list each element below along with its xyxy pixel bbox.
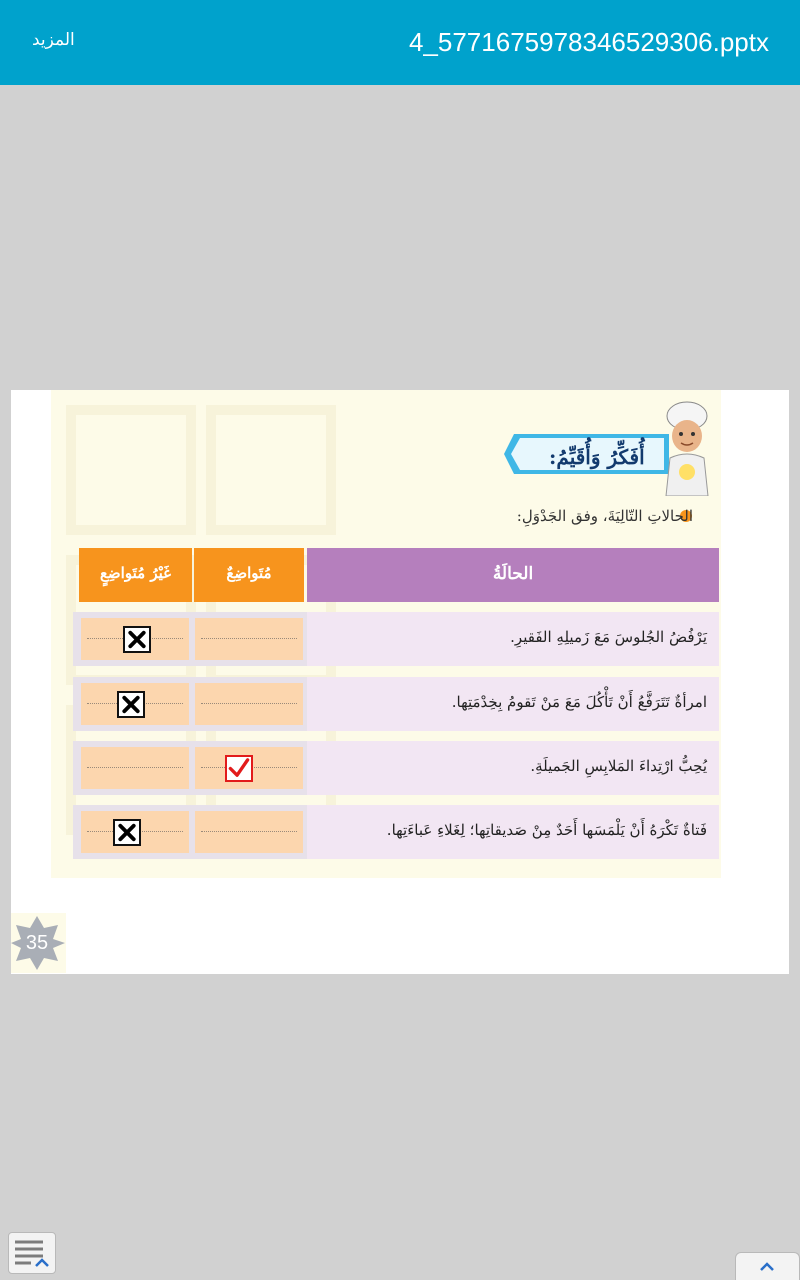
boy-thinking-icon bbox=[656, 398, 718, 496]
header-not-humble-label: غَيْرُ مُتَواضِعٍ bbox=[79, 548, 192, 602]
header-humble-label: مُتَواضِعٌ bbox=[194, 548, 304, 602]
file-title: 4_5771675978346529306.pptx bbox=[408, 27, 769, 57]
row-case-text: امرأةٌ تَتَرَفَّعُ أَنْ تَأْكُلَ مَعَ مَنْ تَقومُ بِخِدْمَتِها. bbox=[451, 693, 707, 711]
table-row bbox=[73, 805, 719, 859]
row-case-cell bbox=[307, 741, 719, 795]
cross-mark-icon bbox=[117, 691, 145, 718]
row-case-cell bbox=[307, 677, 719, 731]
outline-menu-button[interactable] bbox=[8, 1232, 56, 1274]
not-humble-answer-cell[interactable] bbox=[81, 683, 189, 725]
table-header bbox=[73, 548, 719, 602]
cross-mark-icon bbox=[123, 626, 151, 653]
table-row bbox=[73, 612, 719, 666]
cross-mark-icon bbox=[113, 819, 141, 846]
chevron-up-icon bbox=[736, 1253, 799, 1279]
top-app-bar bbox=[0, 0, 800, 85]
row-case-cell bbox=[307, 805, 719, 859]
row-case-text: يَرْفُضُ الجُلوسَ مَعَ زَميلِهِ الفَقيرِ. bbox=[510, 628, 707, 646]
humble-answer-cell[interactable] bbox=[195, 747, 303, 789]
scroll-up-tab[interactable] bbox=[735, 1252, 800, 1280]
row-case-cell bbox=[307, 612, 719, 666]
banner-title: أُفَكِّرُ وَأُقَيِّمُ: bbox=[549, 445, 645, 469]
not-humble-answer-cell[interactable] bbox=[81, 618, 189, 660]
humble-answer-cell[interactable] bbox=[195, 618, 303, 660]
table-row bbox=[73, 677, 719, 731]
slide-page bbox=[11, 390, 789, 974]
header-case-label: الحالَةُ bbox=[492, 564, 534, 584]
table-row bbox=[73, 741, 719, 795]
not-humble-answer-cell[interactable] bbox=[81, 747, 189, 789]
more-menu-button[interactable]: المزيد bbox=[32, 30, 75, 50]
not-humble-answer-cell[interactable] bbox=[81, 811, 189, 853]
header-case-cell bbox=[307, 548, 719, 602]
row-case-text: فَتاةٌ تَكْرَهُ أَنْ يَلْمَسَها أَحَدٌ مِنْ صَديقاتِها؛ لِغَلاءِ عَباءَتِها. bbox=[386, 821, 707, 839]
humble-answer-cell[interactable] bbox=[195, 811, 303, 853]
check-mark-icon bbox=[225, 755, 253, 782]
menu-lines-icon bbox=[9, 1233, 55, 1273]
humble-answer-cell[interactable] bbox=[195, 683, 303, 725]
page-number: 35 bbox=[25, 932, 49, 954]
row-case-text: يُحِبُّ ارْتِداءَ المَلابِسِ الجَميلَةِ. bbox=[530, 757, 707, 775]
instruction-text: الحالاتِ التّالِيَةَ، وفق الجَدْوَلِ: bbox=[516, 507, 693, 525]
